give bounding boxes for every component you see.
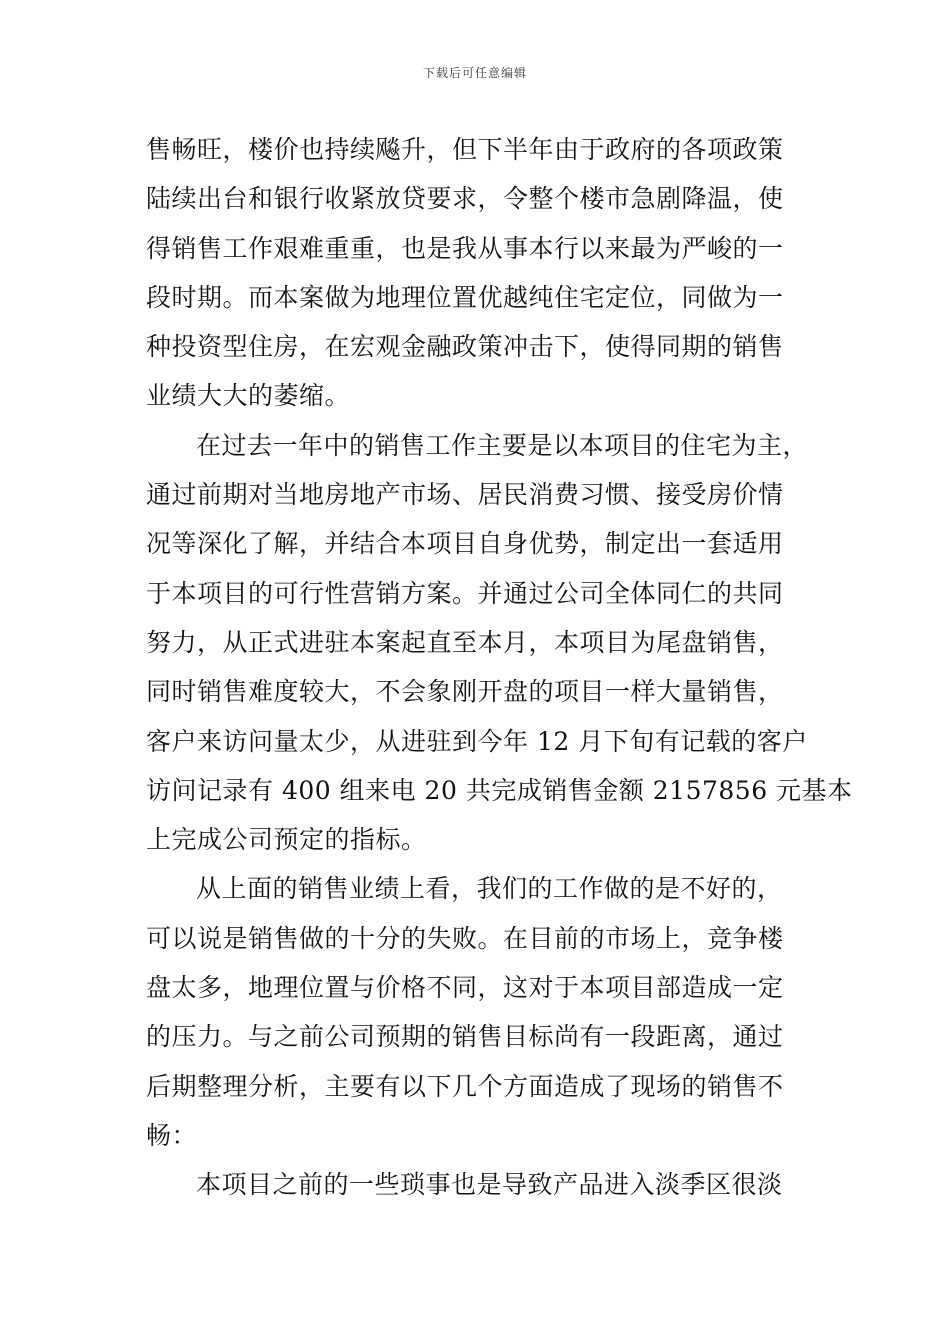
text-line: 同时销售难度较大，不会象刚开盘的项目一样大量销售， [146, 677, 784, 707]
page-header: 下载后可任意编辑 [422, 66, 527, 80]
paragraph [146, 421, 853, 865]
paragraph [146, 1160, 816, 1209]
paragraph [146, 864, 816, 1160]
text-line: 陆续出台和银行收紧放贷要求，令整个楼市急剧降温，使 [146, 184, 784, 214]
text-line: 通过前期对当地房地产市场、居民消费习惯、接受房价情 [146, 480, 784, 510]
text-line: 努力，从正式进驻本案起直至本月，本项目为尾盘销售， [146, 627, 784, 657]
text-line: 售畅旺，楼价也持续飚升，但下半年由于政府的各项政策 [146, 135, 784, 164]
text-line: 后期整理分析，主要有以下几个方面造成了现场的销售不 [146, 1071, 784, 1101]
text-line: 得销售工作艰难重重，也是我从事本行以来最为严峻的一 [146, 233, 784, 263]
text-line: 于本项目的可行性营销方案。并通过公司全体同仁的共同 [146, 578, 784, 608]
text-line: 上完成公司预定的指标。 [146, 825, 427, 855]
text-line: 畅： [146, 1120, 198, 1150]
text-line: 况等深化了解，并结合本项目自身优势，制定出一套适用 [146, 529, 784, 559]
text-line: 种投资型住房，在宏观金融政策冲击下，使得同期的销售 [146, 332, 784, 362]
text-line: 本项目之前的一些琐事也是导致产品进入淡季区很淡 [196, 1170, 783, 1200]
text-line: 在过去一年中的销售工作主要是以本项目的住宅为主， [196, 430, 809, 460]
text-line: 访问记录有 400 组来电 20 共完成销售金额 2157856 元基本 [146, 775, 853, 805]
paragraph [146, 125, 816, 421]
text-line: 的压力。与之前公司预期的销售目标尚有一段距离，通过 [146, 1022, 784, 1052]
text-line: 盘太多，地理位置与价格不同，这对于本项目部造成一定 [146, 973, 784, 1003]
text-line: 客户来访问量太少，从进驻到今年 12 月下旬有记载的客户 [146, 726, 808, 756]
text-line: 可以说是销售做的十分的失败。在目前的市场上，竞争楼 [146, 923, 784, 953]
text-line: 段时期。而本案做为地理位置优越纯住宅定位，同做为一 [146, 282, 784, 312]
text-line: 业绩大大的萎缩。 [146, 381, 351, 411]
document-body [146, 125, 853, 1210]
text-line: 从上面的销售业绩上看，我们的工作做的是不好的， [196, 874, 783, 904]
